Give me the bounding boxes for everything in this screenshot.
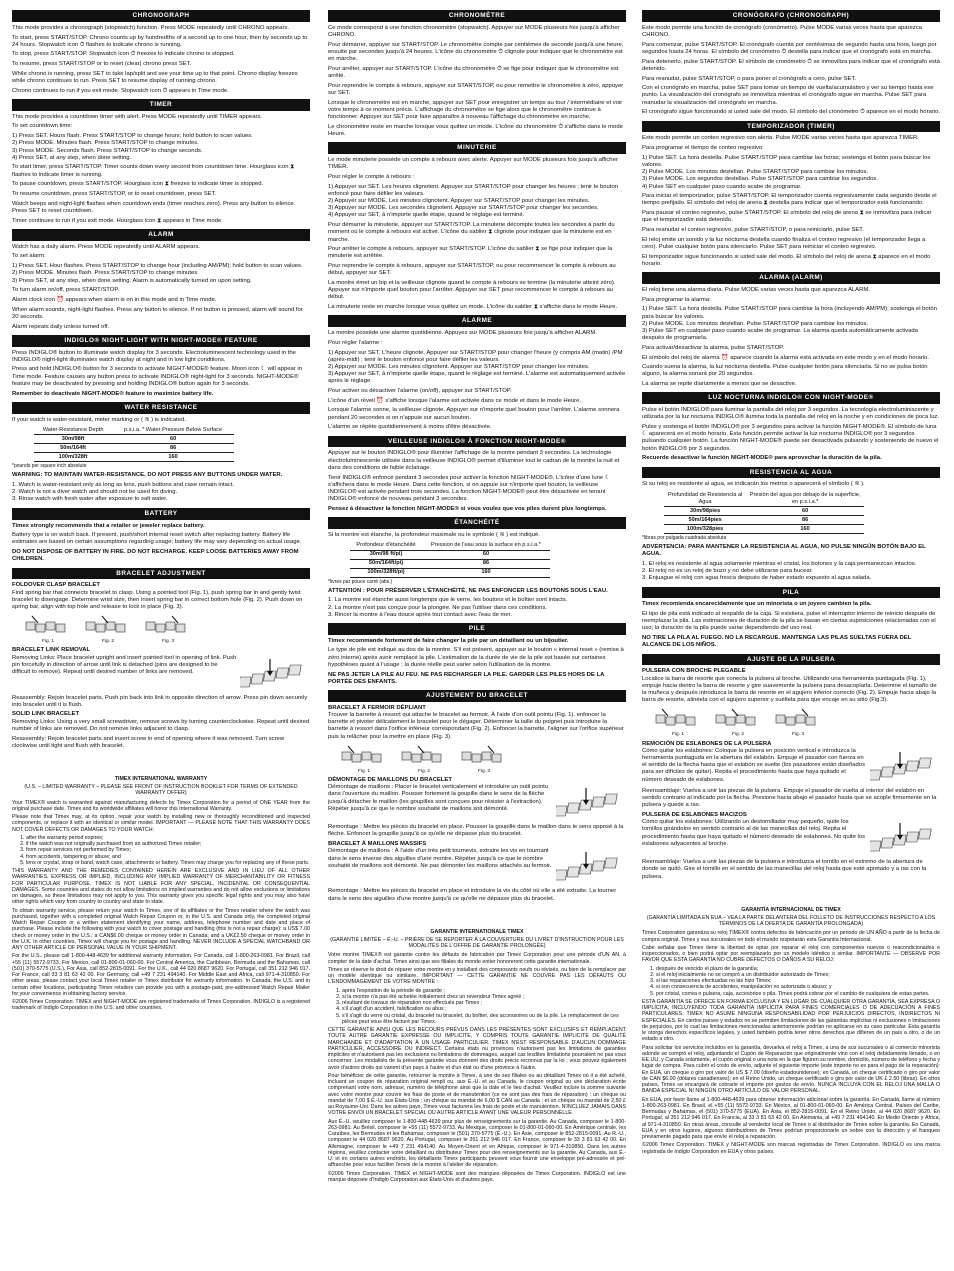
paragraph: Le mode minuterie possède un compte à rebours avec alerte. Appuyer sur MODE plusieurs fois jusqu'à afficher TIMER. xyxy=(328,156,618,171)
paragraph: Battery type is on watch back. If present, push/short internal reset switch after replacing battery. Battery life estimates are based on certain assumptions regarding usage; battery life may vary depending on actual usage. xyxy=(12,532,302,546)
list-item: 4. from accidents, tampering or abuse; and xyxy=(26,854,310,860)
list-item: 3. résultant de travaux de réparation non effectués par Timex ; xyxy=(342,1000,626,1006)
bold-paragraph: Pensez à désactiver la fonction NIGHT-MODE® si vous voulez que vos piles durent plus longtemps. xyxy=(328,505,607,512)
warranty-paragraph: Votre montre TIMEX® est garantie contre les défauts de fabrication par Timex Corporation pour une période d'UN AN, à compter de la date d'achat. Timex ainsi que ses filiales du monde entier honoreront cette garantie internationale. xyxy=(328,952,626,965)
paragraph: Press INDIGLO® button to illuminate watch display for 3 seconds. Electroluminescent technology used in the INDIGLO® night-light illuminates watch display at night and in low light conditions. xyxy=(12,349,296,363)
table-cell: 100m/328pies xyxy=(664,524,746,533)
paragraph: Reensamblaje: Vuelva a unir las piezas de la pulsera. Empuje el pasador de vuelta al interior del eslabón en sentido contrario al indicado por la flecha. Presione hacia abajo el pasador hasta que se acople firmemente en la pulsera y quede a ras. xyxy=(642,787,937,809)
section-header: AJUSTE DE LA PULSERA xyxy=(642,654,940,666)
list-item: 3. si las reparaciones efectuadas no las hizo Timex; xyxy=(656,978,940,984)
warranty-paragraph: Your TIMEX® watch is warranted against manufacturing defects by Timex Corporation for a period of ONE YEAR from the original purchase date. Timex and its worldwide affiliates will honor this International Warranty. xyxy=(12,799,310,812)
clasp-illustration-icon xyxy=(338,744,390,768)
bold-paragraph: Timex recomienda encarecidamente que un minorista o un joyero cambien la pila. xyxy=(642,601,872,608)
paragraph: 1) Press SET. Hour flashes. Press START/STOP to change hour (including AM/PM); hold button to scan values. 2) Press MODE. Minutes flash. Press START/STOP to change minutes. 3) Press SET, at any step, when done setting. Alarm is automatically turned on upon setting. xyxy=(12,263,303,284)
bracelet-link-icon xyxy=(556,784,626,824)
figure-caption: Fig. 3 xyxy=(792,732,804,738)
paragraph: Removing Links: Using a very small screwdriver, remove screws by turning counterclockwise. Repeat until desired number of links are removed. Do not remove links adjacent to clasp. xyxy=(12,718,310,732)
paragraph: 1) Appuyer sur SET. Les heures clignotent. Appuyer sur START/STOP pour changer les heures ; tenir le bouton enfoncé pour faire défiler les valeurs. 2) Appuyer sur MODE. Les minutes clignotent. Appuyer sur START/STOP pour changer les minutes. 3) Appuyer sur MODE. Les secondes clignotent. Appuyer sur START/STOP pour changer les secondes. 4) Appuyer sur SET, à n'importe quelle étape, quand le réglage est terminé. xyxy=(328,183,618,219)
paragraph: Lorsque le chronomètre est en marche, appuyer sur SET pour enregistrer un temps au tour / intermédiaire et voir votre temps à ce moment précis. L'affichage du chronomètre se fige alors que le chronomètre continue à fonctionner. Appuyer sur SET pour faire apparaître à nouveau l'affichage du chronomètre en marche. xyxy=(328,99,623,121)
table-header-cell: Pression de l'eau sous la surface en p.s.i.a.* xyxy=(422,542,550,551)
list-item: 2. si la montre n'a pas été achetée initialement chez un revendeur Timex agréé ; xyxy=(342,994,626,1000)
figure-caption: Fig. 3 xyxy=(478,768,490,774)
paragraph: Appuyer sur le bouton INDIGLO® pour illuminer l'affichage de la montre pendant 3 secondes. La technologie électroluminescente utilisée dans la veilleuse INDIGLO® permet d'illuminer tout le cadran de la montre la nuit et dans des conditions de faible éclairage. xyxy=(328,450,620,471)
table-footnote: *libras por pulgada cuadrada absoluta xyxy=(642,534,727,541)
table-header-cell: Profondeur d'étanchéité xyxy=(350,542,422,551)
section-header: ALARM xyxy=(12,229,310,241)
paragraph: Para reanudar, pulse START/STOP, o para poner el cronógrafo a cero, pulse SET. xyxy=(642,75,857,82)
section-header: TEMPORIZADOR (TIMER) xyxy=(642,121,940,133)
table-row xyxy=(34,444,234,453)
section-header: TIMER xyxy=(12,99,310,111)
warranty-paragraph: CETTE GARANTIE AINSI QUE LES RECOURS PRÉVUS DANS LES PRÉSENTES SONT EXCLUSIFS ET REMPLACENT TOUTE AUTRE GARANTIE EXPRESSE OU IMPLICITE, Y COMPRIS TOUTE GARANTIE IMPLICITE DE QUALITÉ MARCHANDE ET D'ADAPTATION À UN USAGE PARTICULIER. TIMEX N'EST RESPONSABLE D'AUCUN DOMMAGE PARTICULIER, ACCESSOIRE OU INDIRECT. Certains états ou provinces n'autorisent pas les limitations de garanties implicites et n'autorisent pas les exclusions ou limitations de dommages, auquel cas lesdites limitations pourraient ne pas vous concerner. Les modalités de la présente garantie vous donnent des droits précis reconnus par la loi ; vous pouvez également avoir d'autres droits qui varient d'un pays à l'autre et d'un état ou d'une province à l'autre. xyxy=(328,1027,626,1071)
section-header: PILA xyxy=(642,587,940,599)
paragraph: Pour arrêter, appuyer sur START/STOP. L'icône du chronomètre ⏱ se fige pour indiquer que le chronomètre est arrêté. xyxy=(328,65,619,80)
paragraph: Pour démarrer, appuyer sur START/STOP. Le chronomètre compte par centièmes de seconde jusqu'à une heure, ensuite par secondes jusqu'à 24 heures. L'icône du chronomètre ⏱ clignote pour indiquer que le chronomètre est en marche. xyxy=(328,41,624,63)
clasp-illustration-icon xyxy=(22,614,74,638)
clasp-illustration-icon xyxy=(458,744,510,768)
paragraph: Pour reprendre le compte à rebours, appuyer sur START/STOP, ou pour recommencer le compte à rebours au début, appuyer sur SET. xyxy=(328,263,616,277)
section-header: ALARME xyxy=(328,315,626,327)
table-footnote: *livres par pouce carré (abs.) xyxy=(328,578,393,585)
figure-caption: Fig. 3 xyxy=(162,639,174,645)
bold-paragraph: NE PAS JETER LA PILE AU FEU. NE PAS RECHARGER LA PILE. GARDER LES PILES HORS DE LA PORTÉE DES ENFANTS. xyxy=(328,671,605,685)
clasp-illustration-icon xyxy=(398,744,450,768)
paragraph: Pour régler l'alarme : xyxy=(328,339,383,346)
paragraph: Para activar/desactivar la alarma, pulse START/STOP. xyxy=(642,344,784,351)
warranty-exclusions-list xyxy=(328,988,626,1026)
bold-paragraph: DO NOT DISPOSE OF BATTERY IN FIRE. DO NOT RECHARGE. KEEP LOOSE BATTERIES AWAY FROM CHILDREN. xyxy=(12,549,299,563)
warranty-subtitle: (GARANTÍA LIMITADA EN EUA – VEA LA PARTE DELANTERA DEL FOLLETO DE INSTRUCCIONES RESPECTO A LOS TÉRMINOS DE LA OFERTA DE GARANTÍA PROLONGADA) xyxy=(646,914,936,928)
table-header-cell: Profundidad de Resistencia al Agua xyxy=(664,491,746,506)
section-header: WATER RESISTANCE xyxy=(12,402,310,414)
table-row xyxy=(350,550,550,559)
subheading: PULSERA DE ESLABONES MACIZOS xyxy=(642,811,747,818)
figure xyxy=(458,744,510,775)
paragraph: Démontage de maillons : À l'aide d'un très petit tournevis, extraire les vis en tournant dans le sens inverse des aiguilles d'une montre. Répéter jusqu'à ce que le nombre souhaité de maillons soit démonté. Ne pas démonter les maillons attachés au fermoir. xyxy=(328,848,552,869)
table-cell: 50m/164ft xyxy=(34,444,112,453)
table-row xyxy=(664,506,864,515)
list-item: 5. lens or crystal, strap or band, watch case, attachments or battery. Timex may charge you for replacing any of these parts. xyxy=(26,860,310,866)
table-header-row xyxy=(350,542,550,551)
paragraph: Para reanudar el conteo regresivo, pulse START/STOP, o para reiniciarlo, pulse SET. xyxy=(642,227,864,234)
section-header: VEILLEUSE INDIGLO® À FONCTION NIGHT-MODE® xyxy=(328,436,626,448)
paragraph: Con el cronógrafo en marcha, pulse SET para tomar un tiempo de vuelta/acumulativo y ver su tiempo hasta ese punto. La visualización del cronógrafo se inmoviliza mientras el cronógrafo sigue en marcha. Pulse SET para reanudar la visualización del cronógrafo en marcha. xyxy=(642,85,934,106)
paragraph: To stop, press START/STOP. Stopwatch icon ⏱ freezes to indicate chrono is stopped. xyxy=(12,51,235,58)
table-cell: 160 xyxy=(422,568,550,577)
paragraph: To set alarm: xyxy=(12,253,46,260)
warranty-paragraph: ESTA GARANTÍA SE OFRECE EN FORMA EXCLUSIVA Y EN LUGAR DE CUALQUIER OTRA GARANTÍA, SEA EXPRESA O IMPLÍCITA, INCLUYENDO TODA GARANTÍA IMPLÍCITA PARA FINES COMERCIALES O DE ADECUACIÓN A FINES PARTICULARES. TIMEX NO ASUME NINGUNA RESPONSABILIDAD POR PERJUICIOS DIRECTOS, INDIRECTOS NI ESPECIALES. En ciertos países y estados no se permiten limitaciones de las garantías implícitas ni exclusiones o limitaciones de perjuicios, por lo cual las limitaciones mencionadas anteriormente podrían no aplicarse en su caso particular. Esta garantía le otorga derechos específicos legales, y usted también podría tener otros derechos que difieren de un país a otro, o de un estado a otro. xyxy=(642,998,940,1043)
paragraph: Pour démarrer la minuterie, appuyer sur START/STOP. La minuterie décompte toutes les secondes à partir du moment où le compte à rebours est activé. L'icône du sablier ⧗ clignote pour indiquer que la minuterie est en marche. xyxy=(328,222,615,243)
paragraph: Para programar el tiempo de conteo regresivo: xyxy=(642,145,764,152)
paragraph: While chrono is running, press SET to take lap/split and see your time up to that point. Chrono display freezes while chrono continues to run. Press SET to resume display of running chrono. xyxy=(12,70,298,85)
figure-caption: Fig. 2 xyxy=(102,639,114,645)
paragraph: To resume, press START/STOP or to reset (clear) chrono press SET. xyxy=(12,61,192,68)
warranty-exclusions-list xyxy=(642,966,940,997)
paragraph: Pour arrêter le compte à rebours, appuyer sur START/STOP. L'icône du sablier ⧗ se fige pour indiquer que la minuterie est arrêtée. xyxy=(328,246,613,260)
paragraph: 1. El reloj es resistente al agua solamente mientras el cristal, los botones y la caja permanezcan intactos. 2. El reloj no es un reloj de buzo y no debe utilizarse para bucear. 3. Enjuague el reloj con agua fresca después de haber estado expuesto al agua salada. xyxy=(642,560,917,582)
clasp-illustration-icon xyxy=(142,614,194,638)
paragraph: 1) Pulse SET. La hora destella. Pulse START/STOP para cambiar las horas; sostenga el botón para buscar los valores. 2) Pulse MODE. Los minutos destellan. Pulse START/STOP para cambiar los minutos. 3) Pulse MODE. Los segundos destellan. Pulse START/STOP para cambiar los segundos. 4) Pulse SET en cualquier paso cuando acabe de programar. xyxy=(642,154,931,190)
paragraph: El reloj tiene una alarma diaria. Pulse MODE varias veces hasta que aparezca ALARM. xyxy=(642,286,870,293)
warranty-paragraph: ©2006 Timex Corporation. TIMEX et NIGHT-MODE sont des marques déposées de Timex Corporation. INDIGLO est une marque déposée d'Indiglo Corporation aux États-Unis et d'autres pays. xyxy=(328,1170,626,1183)
water-resistance-table xyxy=(34,426,234,462)
list-item: 1. après l'expiration de la période de garantie ; xyxy=(342,988,626,994)
paragraph: Lorsque l'alarme sonne, la veilleuse clignote. Appuyer sur n'importe quel bouton pour l'arrêter. L'alarme sonnera pendant 20 secondes si on n'appuie sur aucun bouton. xyxy=(328,407,620,421)
paragraph: Cuando suena la alarma, la luz nocturna destella. Pulse cualquier botón para silenciarla. Si no se pulsa botón alguno, la alarma sonará por 20 segundos. xyxy=(642,364,928,378)
figure xyxy=(142,614,194,645)
paragraph: To start timer, press START/STOP. Timer counts down every second from countdown time. Hourglass icon ⧗ flashes to indicate timer is running. xyxy=(12,164,295,178)
subheading: PULSERA CON BROCHE PLEGABLE xyxy=(642,668,746,675)
paragraph: Press and hold INDIGLO® button for 3 seconds to activate NIGHT-MODE® feature. Moon icon ☾ will appear in Time mode. Feature causes any button press to activate INDIGLO® night-light for 3 seconds. NIGHT-MODE® feature may be deactivated by pressing and holding INDIGLO® button again for 3 seconds. xyxy=(12,366,302,387)
paragraph: 1) Press SET. Hours flash. Press START/STOP to change hours; hold button to scan values. 2) Press MODE. Minutes flash. Press START/STOP to change minutes. 3) Press MODE. Seconds flash. Press START/STOP to change seconds. 4) Press SET, at any step, when done setting. xyxy=(12,133,253,161)
warranty-title: GARANTÍA INTERNACIONAL DE TIMEX xyxy=(741,906,841,913)
table-row xyxy=(350,559,550,568)
table-cell: 30m/98pies xyxy=(664,506,746,515)
text-with-figure xyxy=(328,784,626,824)
clasp-illustration-icon xyxy=(712,707,764,731)
paragraph: Si su reloj es resistente al agua, se indicarán los metros o aparecerá el símbolo ( ≋ ). xyxy=(642,481,865,488)
bold-paragraph: WARNING: TO MAINTAIN WATER-RESISTANCE, DO NOT PRESS ANY BUTTONS UNDER WATER. xyxy=(12,472,283,479)
subheading: DÉMONTAGE DE MAILLONS DU BRACELET xyxy=(328,777,452,783)
table-header-cell: Presión del agua por debajo de la superficie, en p.s.i.a.* xyxy=(746,491,864,506)
table-cell: 60 xyxy=(746,506,864,515)
figure-row xyxy=(22,614,310,645)
table-row xyxy=(664,515,864,524)
warranty-section xyxy=(328,929,626,1184)
section-header: ÉTANCHÉITÉ xyxy=(328,517,626,529)
list-item: 5. s'il s'agit du verre ou cristal, du bracelet ou bracelet, du boîtier, des accessoires ou de la pile. Le remplacement de ces pièces peut vous être facturé par Timex. xyxy=(342,1013,626,1026)
warranty-paragraph: Timex se réserve le droit de réparer votre montre en y installant des composants neufs ou révisés, ou bien de la remplacer par un modèle identique ou similaire. IMPORTANT — CETTE GARANTIE NE COUVRE PAS LES DÉFAUTS OU L'ENDOMMAGEMENT DE VOTRE MONTRE : xyxy=(328,966,626,986)
figure xyxy=(338,744,390,775)
warranty-paragraph: Aux É.-U. veuillez composer le 1-800-448-4639 pour plus de renseignements sur la garantie. Au Canada, composer le 1-800-263-0981. Au Brésil, composer le +55 (11) 5572-9733. Au Mexique, composer le 01-800-01-060-00. En Amérique centrale, les Caraïbes, les Bermudes et les Bahamas, composer le (501) 370-5775 (É.-U.). En Asie, composer le 852-2815-0091. Au R.-U., composer le 44 020 8687 9620. Au Portugal, composer le 351 212 946 017. En France, composer le 33 3 81 63 42 00. En Allemagne, composer le +49 7 231 494140. Au Moyen-Orient et en Afrique, composer le 971-4-310850. Dans les autres régions, veuillez contacter votre détaillant ou distributeur Timex pour des renseignements sur la garantie. Au Canada, aux É.-U. et en certains autres endroits, les détaillants Timex participants peuvent vous fournir une enveloppe pré-adressée et pré-affranchie pour vous faciliter l'envoi de la montre à l'atelier de réparation. xyxy=(328,1118,626,1169)
list-item: 4. si son consecuencia de accidentes, manipulación no autorizada o abuso; y xyxy=(656,984,940,990)
table-cell: 160 xyxy=(112,453,234,462)
text-with-figure xyxy=(642,748,940,788)
paragraph: Cómo quitar los eslabones: Coloque la pulsera en posición vertical e introduzca la herramienta puntiaguda en la abertura del eslabón. Empuje el pasador con fuerza en el sentido de la flecha hasta que el eslabón se suelte (los pasadores están diseñados para ser difíciles de quitar). Repita el procedimiento hasta que haya quitado el número deseado de eslabones. xyxy=(642,747,866,783)
section-header: ALARMA (ALARM) xyxy=(642,272,940,284)
paragraph: Localice la barra de resorte que conecta la pulsera al broche. Utilizando una herramienta puntiaguda (Fig. 1), empuje hacia dentro la barra de resorte y gire suavemente la pulsera para desacoplarla. Determine el tamaño de la muñeca y después introduzca la barra de resorte en el agujero inferior correcto (Fig. 2). Empuje hacia abajo la barra de resorte, alinéela con el agujero superior y suéltela para que encaje en su sitio (Fig.3). xyxy=(642,675,937,704)
table-header-row xyxy=(664,491,864,506)
bold-paragraph: Remember to deactivate NIGHT-MODE® feature to maximize battery life. xyxy=(12,390,214,397)
paragraph: When alarm sounds, night-light flashes. Press any button to silence. If no button is pressed, alarm will sound for 20 seconds. xyxy=(12,306,303,320)
paragraph: To pause countdown, press START/STOP. Hourglass icon ⧗ freezes to indicate timer is stopped. xyxy=(12,181,264,188)
paragraph: Para detenerlo, pulse START/STOP. El símbolo de cronómetro ⏱ se inmoviliza para indicar que el cronógrafo está detenido. xyxy=(642,58,940,72)
paragraph: Alarm repeats daily unless turned off. xyxy=(12,323,110,330)
clasp-illustration-icon xyxy=(82,614,134,638)
section-header: MINUTERIE xyxy=(328,142,626,154)
section-header: PILE xyxy=(328,623,626,635)
bold-paragraph: Timex strongly recommends that a retailer or jeweler replace battery. xyxy=(12,522,205,529)
subheading: SOLID LINK BRACELET xyxy=(12,711,80,718)
paragraph: Pour activer ou désactiver l'alarme (on/off), appuyer sur START/STOP. xyxy=(328,388,512,395)
figure-caption: Fig. 1 xyxy=(672,732,684,738)
table-cell: 100m/328ft/pi) xyxy=(350,568,422,577)
warranty-title: TIMEX INTERNATIONAL WARRANTY xyxy=(114,775,208,782)
table-footnote: *pounds per square inch absolute xyxy=(12,463,87,470)
subheading: REMOCIÓN DE ESLABONES DE LA PULSERA xyxy=(642,740,772,747)
table-cell: 86 xyxy=(422,559,550,568)
paragraph: Para pausar el conteo regresivo, pulse START/STOP. El símbolo del reloj de arena ⧗ se inmoviliza para indicar que el temporizador está detenido. xyxy=(642,210,932,224)
paragraph: To turn alarm on/off, press START/STOP. xyxy=(12,287,120,294)
warranty-subtitle: (U.S. – LIMITED WARRANTY – PLEASE SEE FRONT OF INSTRUCTION BOOKLET FOR TERMS OF EXTENDED WARRANTY OFFER) xyxy=(24,784,298,797)
paragraph: La montre émet un bip et la veilleuse clignote quand le compte à rebours se termine (la minuterie atteint zéro). Appuyer sur n'importe quel bouton pour l'arrêter. Appuyer sur SET pour recommencer le compte à rebours au début. xyxy=(328,280,616,301)
paragraph: La montre possède une alarme quotidienne. Appuyez sur MODE plusieurs fois jusqu'à afficher ALARM. xyxy=(328,330,597,337)
warranty-paragraph: THIS WARRANTY AND THE REMEDIES CONTAINED HEREIN ARE EXCLUSIVE AND IN LIEU OF ALL OTHER WARRANTIES, EXPRESS OR IMPLIED, INCLUDING ANY IMPLIED WARRANTY OF MERCHANTABILITY OR FITNESS FOR PARTICULAR PURPOSE. TIMEX IS NOT LIABLE FOR ANY SPECIAL, INCIDENTAL OR CONSEQUENTIAL DAMAGES. Some countries and states do not allow limitations on implied warranties and do not allow exclusions or limitations on damages, so these limitations may not apply to you. This warranty gives you specific legal rights and you may also have other rights which vary from country to country and state to state. xyxy=(12,868,310,906)
table-row xyxy=(34,453,234,462)
paragraph: Para programar la alarma: xyxy=(642,296,711,303)
list-item: 4. s'il s'agit d'un accident, falsification ou abus ; xyxy=(342,1006,626,1012)
list-item: 3. from repair services not performed by Timex; xyxy=(26,847,310,853)
column-english xyxy=(12,10,310,1262)
section-header: BRACELET ADJUSTMENT xyxy=(12,568,310,580)
paragraph: Le chronomètre reste en marche lorsque vous quittez un mode. L'icône du chronomètre ⏱ s'affiche dans le mode Heure. xyxy=(328,123,623,137)
paragraph: La alarma se repite diariamente a menos que se desactive. xyxy=(642,381,797,388)
paragraph: This mode provides a chronograph (stopwatch) function. Press MODE repeatedly until CHRONO appears. xyxy=(12,24,289,31)
figure xyxy=(652,707,704,738)
table-cell: 160 xyxy=(746,524,864,533)
table-row xyxy=(350,568,550,577)
text-with-figure xyxy=(642,819,940,859)
section-header: AJUSTEMENT DU BRACELET xyxy=(328,690,626,702)
warranty-paragraph: En EUA, por favor llame al 1-800-448-4639 para obtener información adicional sobre la garantía. En Canadá, llame al número 1-800-263-0981. En Brasil, el +55 (11) 5572-9733. En México, al 01-800-01-060-00. En América Central, Países del Caribe, Bermudas y Bahamas, el (501) 370-5775 (EUA). En Asia, el 852-2815-0091. En el Reino Unido, al 44 020 8687 9620. En Portugal, al 351 212 946 017. En Francia, al 33 3 81 63 42 00. En Alemania, al +49 7 231 494140. En Medio Oriente y África, al 971-4-310850. En otras áreas, consulte al vendedor local de Timex o al distribuidor de Timex sobre la garantía. En Canadá, EUA y en otros lugares, algunos distribuidores de Timex podrían proporcionarle un sobre con la dirección y el franqueo previamente pagado para que envíe el reloj a reparación. xyxy=(642,1096,940,1141)
bold-paragraph: Timex recommande fortement de faire changer la pile par un détaillant ou un bijoutier. xyxy=(328,637,569,644)
paragraph: El tipo de pila está indicado al respaldo de la caja. Si existiera, pulse el interruptor interno de reinicio después de reemplazar la pila. Las estimaciones de duración de la pila se basan en ciertas suposiciones relacionadas con el uso; la duración de la pila puede variar dependiendo del uso real. xyxy=(642,611,936,632)
paragraph: Pulse el botón INDIGLO® para iluminar la pantalla del reloj por 3 segundos. La tecnología electroluminiscente y utilizada por la luz nocturna INDIGLO® ilumina toda la pantalla del reloj en la noche y en condiciones de poca luz. xyxy=(642,407,940,421)
table-cell: 60 xyxy=(112,435,234,444)
paragraph: Démontage de maillons : Placer le bracelet verticalement et introduire un outil pointu dans l'ouverture du maillon. Pousser fortement la goupille dans le sens de la flèche jusqu'à détacher le maillon (les goupilles sont conçues pour résister à l'extraction). Répéter jusqu'à ce que le nombre souhaité de maillons soit démonté. xyxy=(328,784,549,812)
paragraph: Tenir INDIGLO® enfoncé pendant 3 secondes pour activer la fonction NIGHT-MODE®. L'icône d'une lune ☾ s'affichera dans le mode Heure. Dans cette fonction, si on appuie sur n'importe quel bouton, la veilleuse INDIGLO® est activée pendant trois secondes. La fonction NIGHT-MODE® peut être désactivée en tenant INDIGLO® enfoncé de nouveau pendant 3 secondes. xyxy=(328,474,611,503)
warranty-paragraph: For the U.S., please call 1-800-448-4639 for additional warranty information. For Canada, call 1-800-263-0981. For Brazil, call +55 (11) 5572-9733. For Mexico, call 01-800-01-060-00. For Central America, the Caribbean, Bermuda and the Bahamas, call (501) 370-5775 (U.S.). For Asia, call 852-2815-0091. For the U.K., call 44 020 8687 9620. For Portugal, call 351 212 946 017. For France, call 33 3 81 63 42 00. For Germany, call +49 7 231 494140. For Middle East and Africa, call 971-4-310850. For other areas, please contact your local Timex retailer or Timex distributor for warranty information. In Canada, the U.S. and in certain other locations, participating Timex retailers can provide you with a postage-paid, pre-addressed Watch Repair Mailer for your convenience in obtaining factory service. xyxy=(12,953,310,997)
section-header: RESISTENCIA AL AGUA xyxy=(642,467,940,479)
table-cell: 50m/164pies xyxy=(664,515,746,524)
paragraph: 1) Pulse SET. La hora destella. Pulse START/STOP para cambiar la hora (incluyendo AM/PM); sostenga el botón para buscar los valores. 2) Pulse MODE. Los minutos destellan. Pulse START/STOP para cambiar los minutos. 3) Pulse SET en cualquier paso cuando acabe de programar. La alarma queda automáticamente activada después de programarla. xyxy=(642,306,937,342)
figure-caption: Fig. 1 xyxy=(42,639,54,645)
table-cell: 50m/164ft/pi) xyxy=(350,559,422,568)
column-french xyxy=(328,10,626,1262)
figure-row xyxy=(338,744,626,775)
subheading: BRACELET À MAILLONS MASSIFS xyxy=(328,841,427,848)
paragraph: Reassembly: Rejoin bracelet parts and insert screw in end of opening where it was removed. Turn screw clockwise until tight and flush with bracelet. xyxy=(12,735,285,749)
warranty-subtitle: (GARANTIE LIMITÉE – É.-U. – PRIÈRE DE SE REPORTER À LA COUVERTURE DU LIVRET D'INSTRUCTION POUR LES MODALITÉS DE L'OFFRE DE GARANTIE PROLONGÉE) xyxy=(330,936,624,950)
paragraph: Pour régler le compte à rebours : xyxy=(328,173,415,180)
bracelet-link-icon xyxy=(870,819,940,859)
paragraph: Para iniciar el temporizador, pulse START/STOP. El temporizador cuenta regresivamente cada segundo desde el tiempo prefijado. El símbolo del reloj de arena ⧗ destella para indicar que el temporizador está funcionando. xyxy=(642,193,937,207)
bold-paragraph: Recuerde desactivar la función NIGHT-MODE® para aprovechar la duración de la pila. xyxy=(642,455,882,462)
paragraph: Chrono continues to run if you exit mode. Stopwatch icon ⏱ appears in Time mode. xyxy=(12,87,229,94)
bold-paragraph: ADVERTENCIA: PARA MANTENER LA RESISTENCIA AL AGUA, NO PULSE NINGÚN BOTÓN BAJO EL AGUA. xyxy=(642,544,926,558)
figure xyxy=(22,614,74,645)
section-header: INDIGLO® NIGHT-LIGHT WITH NIGHT-MODE® FEATURE xyxy=(12,335,310,347)
section-header: LUZ NOCTURNA INDIGLO® CON NIGHT-MODE® xyxy=(642,392,940,404)
paragraph: To resume countdown, press START/STOP, or to reset countdown, press SET. xyxy=(12,191,217,198)
bold-paragraph: ATTENTION : POUR PRÉSERVER L'ÉTANCHÉITÉ, NE PAS ENFONCER LES BOUTONS SOUS L'EAU. xyxy=(328,587,608,594)
paragraph: 1) Appuyer sur SET. L'heure clignote. Appuyer sur START/STOP pour changer l'heure (y compris AM (matin) /PM (après-midi) ; tenir le bouton enfoncé pour faire défiler les valeurs. 2) Appuyer sur MODE. Les minutes clignotent. Appuyer sur START/STOP pour changer les minutes. 3) Appuyer sur SET, à n'importe quelle étape, quand le réglage est terminé. L'alarme est automatiquement activée après le réglage. xyxy=(328,349,626,385)
paragraph: This mode provides a countdown timer with alert. Press MODE repeatedly until TIMER appears. xyxy=(12,113,263,120)
paragraph: If your watch is water-resistant, meter marking or ( ≋ ) is indicated. xyxy=(12,416,186,423)
list-item: 1. después de vencido el plazo de la garantía; xyxy=(656,966,940,972)
warranty-title: GARANTIE INTERNATIONALE TIMEX xyxy=(430,928,524,935)
paragraph: L'icône d'un réveil ⏰ s'affiche lorsque l'alarme est activée dans ce mode et dans le mode Heure. xyxy=(328,397,582,404)
section-header: BATTERY xyxy=(12,508,310,520)
subheading: BRACELET LINK REMOVAL xyxy=(12,647,91,654)
figure xyxy=(398,744,450,775)
paragraph: Cómo quitar los eslabones: Utilizando un destornillador muy pequeño, quite los tornillos girándolos en sentido contrario al de las manecillas del reloj. Repita el procedimiento hasta que haya quitado el número deseado de eslabones. No quite los eslabones adyacentes al broche. xyxy=(642,819,866,847)
table-cell: 100m/328ft xyxy=(34,453,112,462)
text-with-figure xyxy=(328,848,626,888)
figure xyxy=(772,707,824,738)
paragraph: Find spring bar that connects bracelet to clasp. Using a pointed tool (Fig. 1), push spring bar in and gently twist bracelet to disengage. Determine wrist size, then insert spring bar in correct bottom hole (Fig. 2). Push down on spring bar, align with top hole and release to lock in place (Fig. 3). xyxy=(12,589,303,610)
paragraph: To set countdown time: xyxy=(12,123,73,130)
figure-caption: Fig. 1 xyxy=(358,768,370,774)
table-row xyxy=(664,524,864,533)
paragraph: Pour reprendre le compte à rebours, appuyer sur START/STOP, ou pour remettre le chronomètre à zéro, appuyer sur SET. xyxy=(328,82,624,96)
bracelet-link-icon xyxy=(556,848,626,888)
table-cell: 30m/98 ft/pi) xyxy=(350,550,422,559)
warranty-paragraph: ©2006 Timex Corporation. TIMEX y NIGHT-MODE son marcas registradas de Timex Corporation. INDIGLO es una marca registrada de Indiglo Corporation en EUA y otros países. xyxy=(642,1142,940,1155)
paragraph: To start, press START/STOP. Chrono counts up by hundredths of a second up to one hour, then by seconds up to 24 hours. Stopwatch icon ⏱ flashes to indicate chrono is running. xyxy=(12,34,308,48)
section-header: CRONÓGRAFO (CHRONOGRAPH) xyxy=(642,10,940,22)
paragraph: Reassembly: Rejoin bracelet parts. Push pin back into link in opposite direction of arrow. Press pin down securely into bracelet until it is flush. xyxy=(12,694,308,708)
table-header-cell: p.s.i.a. * Water Pressure Below Surface xyxy=(112,426,234,435)
paragraph: Este modo permite una función de cronógrafo (cronómetro). Pulse MODE varias veces hasta que aparezca CHRONO. xyxy=(642,24,922,39)
paragraph: El símbolo del reloj de alarma ⏰ aparece cuando la alarma está activada en este modo y en el modo horario. xyxy=(642,354,929,361)
figure-row xyxy=(652,707,940,738)
paragraph: Watch beeps and night-light flashes when countdown ends (timer reaches zero). Press any button to silence. Press SET to reset countdown. xyxy=(12,200,296,214)
bold-paragraph: NO TIRE LA PILA AL FUEGO. NO LA RECARGUE. MANTENGA LAS PILAS SUELTAS FUERA DEL ALCANCE DE LOS NIÑOS. xyxy=(642,635,912,649)
table-cell: 30m/98ft xyxy=(34,435,112,444)
paragraph: El temporizador sigue funcionando si usted sale del modo. El símbolo del reloj de arena ⧗ aparece en el modo horario. xyxy=(642,253,931,267)
paragraph: Pulse y sostenga el botón INDIGLO® por 3 segundos para activar la función NIGHT-MODE®. El símbolo de luna ☾ aparecerá en el modo horario. Esta función permite activar la luz nocturna INDIGLO® por 3 segundos pulsando cualquier botón. La función NIGHT-MODE® puede ser desactivada pulsando y sosteniendo de nuevo el botón INDIGLO® por 3 segundos. xyxy=(642,424,939,452)
table-cell: 60 xyxy=(422,550,550,559)
list-item: 2. si el reloj inicialmente no se compró a un distribuidor autorizado de Timex; xyxy=(656,972,940,978)
paragraph: El cronógrafo sigue funcionando si usted sale del modo. El símbolo del cronómetro ⏱ aparece en el modo horario. xyxy=(642,109,940,116)
warranty-section xyxy=(12,776,310,1012)
paragraph: Removing Links: Place bracelet upright and insert pointed tool in opening of link. Push pin forcefully in direction of arrow until link is detached (pins are designed to be difficult to remove). Repeat until desired number of links are removed. xyxy=(12,654,237,675)
paragraph: La minuterie reste en marche lorsque vous quittez un mode. L'icône du sablier ⧗ s'affiche dans le mode Heure. xyxy=(328,304,618,311)
subheading: BRACELET À FERMOIR DÉPLIANT xyxy=(328,704,426,711)
clasp-illustration-icon xyxy=(652,707,704,731)
paragraph: L'alarme se répète quotidiennement à moins d'être désactivée. xyxy=(328,424,492,431)
table-cell: 86 xyxy=(746,515,864,524)
paragraph: Ce mode correspond à une fonction chronomètre (stopwatch). Appuyer sur MODE plusieurs fois jusqu'à afficher CHRONO. xyxy=(328,24,620,39)
table-cell: 86 xyxy=(112,444,234,453)
paragraph: Remontage : Mettre les pièces du bracelet en place. Pousser la goupille dans le maillon dans le sens opposé à la flèche. Enfoncer la goupille jusqu'à ce qu'elle ne dépasse plus du bracelet. xyxy=(328,824,624,838)
paragraph: Alarm clock icon ⏰ appears when alarm is on in this mode and in Time mode. xyxy=(12,296,217,303)
paragraph: Watch has a daily alarm. Press MODE repeatedly until ALARM appears. xyxy=(12,243,201,250)
bracelet-link-icon xyxy=(870,748,940,788)
list-item: 1. after the warranty period expires; xyxy=(26,835,310,841)
section-header: CHRONOGRAPH xyxy=(12,10,310,22)
paragraph: Reensamblaje: Vuelva a unir las piezas de la pulsera e introduzca el tornillo en el extremo de la abertura de donde se quitó. Gire el tornillo en el sentido de las manecillas del reloj hasta que esté apretado y a ras con la pulsera. xyxy=(642,859,927,880)
list-item: 2. if the watch was not originally purchased from an authorized Timex retailer; xyxy=(26,841,310,847)
subheading: FOLDOVER CLASP BRACELET xyxy=(12,582,100,589)
paragraph: Para comenzar, pulse START/STOP. El cronógrafo cuenta por centésimas de segundo hasta una hora, luego por segundos hasta 24 horas. El símbolo del cronómetro ⏱ destella para indicar que el cronógrafo está en marcha. xyxy=(642,41,937,55)
text-with-figure xyxy=(12,655,310,695)
water-resistance-table xyxy=(350,542,550,578)
paragraph: 1. Watch is water-resistant only as long as lens, push buttons and case remain intact. 2. Watch is not a diver watch and should not be used for diving. 3. Rinse watch with fresh water after exposure to salt water. xyxy=(12,482,235,503)
paragraph: Remontage : Mettre les pièces du bracelet en place et introduire la vis du côté où elle a été extraite. La tourner dans le sens des aiguilles d'une montre jusqu'à ce qu'elle ne dépasse plus du bracelet. xyxy=(328,888,617,902)
warranty-paragraph: To obtain warranty service, please return your watch to Timex, one of its affiliates or the Timex retailer where the watch was purchased, together with a completed original Watch Repair Coupon or, in the U.S. and Canada only, the completed original Watch Repair Coupon or a written statement identifying your name, address, telephone number and date and place of purchase. Please include the following with your watch to cover postage and handling (this is not a repair charge): a US$ 7.00 check or money order in the U.S.; a CAN$6.00 cheque or money order in Canada; and a UK£2.50 cheque or money order in the U.K. In other countries, Timex will charge you for postage and handling. NEVER INCLUDE A SPECIAL WATCHBAND OR ANY OTHER ARTICLE OF PERSONAL VALUE IN YOUR SHIPMENT. xyxy=(12,907,310,952)
bracelet-link-icon xyxy=(240,655,310,695)
paragraph: Este modo permite un conteo regresivo con alerta. Pulse MODE varias veces hasta que aparezca TIMER. xyxy=(642,135,919,142)
paragraph: 1. La montre est étanche aussi longtemps que le verre, les boutons et le boîtier sont intacts. 2. La montre n'est pas conçue pour la plongée. Ne pas l'utiliser dans ces conditions. 3. Rincer la montre à l'eau douce après tout contact avec l'eau de mer. xyxy=(328,597,568,618)
table-header-row xyxy=(34,426,234,435)
list-item: 5. por cristal, correa o pulsera, caja, accesorios o pila. Timex podrá cobrar por el cambio de cualquiera de estas partes. xyxy=(656,991,940,997)
figure xyxy=(712,707,764,738)
warranty-paragraph: Please note that Timex may, at its option, repair your watch by installing new or thoroughly reconditioned and inspected components, or replace it with an identical or similar model. IMPORTANT — PLEASE NOTE THAT THIS WARRANTY DOES NOT COVER DEFECTS OR DAMAGES TO YOUR WATCH: xyxy=(12,814,310,833)
warranty-paragraph: Para solicitar los servicios incluidos en la garantía, devuelva el reloj a Timex, a una de sus sucursales o al comercio minorista adonde se compró el reloj, adjuntando el Cupón de Reparación que originalmente vino con el reloj debidamente llenado, o en EE.UU. y Canada solamente, el cupón original o una nota en la que figuren su nombre, domicilio, número de teléfono y fecha y lugar de compra. Para cubrir el costo de envío, adjunte el siguiente importe (este importe no es para el pago de la reparación): En EUA, un cheque o giro por valor de US $ 7.00 (diseño estadounidense); en Canadá, un cheque certificado o giro por valor de CAN $6.00 (dólares canadienses); en el Reino Unido, un cheque certificado o giro por valor de UK £ 2.50 (libras). En otros países, Timex se encargará de cobrarle el importe por gastos de envío. NUNCA INCLUYA CON EL RELOJ UNA MALLA O BANDA ESPECIAL NI NINGÚN OTRO ARTÍCULO DE VALOR PERSONAL. xyxy=(642,1044,940,1095)
figure-caption: Fig. 2 xyxy=(732,732,744,738)
section-header: CHRONOMÈTRE xyxy=(328,10,626,22)
table-header-cell: Water-Resistance Depth xyxy=(34,426,112,435)
figure-caption: Fig. 2 xyxy=(418,768,430,774)
warranty-paragraph: ©2006 Timex Corporation. TIMEX and NIGHT-MODE are registered trademarks of Timex Corporation. INDIGLO is a registered trademark of Indiglo Corporation in the U.S. and other countries. xyxy=(12,999,310,1012)
figure xyxy=(82,614,134,645)
table-row xyxy=(34,435,234,444)
paragraph: Si la montre est étanche, la profondeur maximale ou le symbole ( ≋ ) est indiqué. xyxy=(328,531,540,538)
clasp-illustration-icon xyxy=(772,707,824,731)
warranty-paragraph: Timex Corporation garantiza su reloj TIMEX® contra defectos de fabricación por un periodo de UN AÑO a partir de la fecha de compra original. Timex y sus sucursales en todo el mundo respetarán esta Garantía Internacional. xyxy=(642,930,940,943)
paragraph: Trouver la barrette à ressort qui attache le bracelet au fermoir. À l'aide d'un outil pointu (Fig. 1), enfoncer la barrette et pivoter délicatement le bracelet pour le dégager. Déterminer la taille du poignet puis introduire la barrette à ressort dans l'orifice inférieur correspondant (Fig. 2). Enfoncer la barrette, l'aligner sur l'orifice supérieur puis la relâcher pour la mettre en place (Fig. 3). xyxy=(328,711,624,740)
warranty-exclusions-list xyxy=(12,835,310,866)
paragraph: Timer continues to run if you exit mode. Hourglass icon ⧗ appears in Time mode. xyxy=(12,217,223,224)
paragraph: Le type de pile est indiqué au dos de la montre. S'il est présent, appuyer sur le bouton « internal reset » (remise à zéro interne) après avoir remplacé la pile. L'estimation de la durée de vie de la pile est basée sur certaines hypothèses quant à l'usage ; la durée réelle peut varier selon l'utilisation de la montre. xyxy=(328,647,624,668)
warranty-paragraph: Pour bénéficier de cette garantie, retourner la montre à Timex, à une de ses filiales ou au détaillant Timex où il a été acheté, incluant un coupon de réparation original rempli ou, aux É.-U. et au Canada, le coupon original ou une déclaration écrite comprenant votre nom, adresse, numéro de téléphone ainsi que la date et le lieu d'achat. Veuillez inclure la somme suivante avec votre montre pour couvrir les frais de poste et de manutention (ce ne sont pas des frais de réparation) : un chèque ou mandat de 7,00 $ É.-U. aux États-Unis ; un chèque ou mandat de 6,00 $ CAN au Canada ; et un chèque ou mandat de 2,50 £ au Royaume-Uni. Dans les autres pays, Timex vous facturera les frais de poste et de manutention. N'INCLUEZ JAMAIS DANS VOTRE ENVOI UN BRACELET SPÉCIAL OU AUTRE ARTICLE AYANT UNE VALEUR PERSONNELLE. xyxy=(328,1072,626,1117)
paragraph: El reloj emite un sonido y la luz nocturna destella cuando finaliza el conteo regresivo (el temporizador llega a cero). Pulse cualquier botón para silenciarlo. Pulse SET para reiniciar el conteo regresivo. xyxy=(642,236,926,250)
warranty-section xyxy=(642,907,940,1155)
warranty-paragraph: Cabe señalar que Timex tiene la libertad de optar por reparar el reloj con componentes nuevos o reacondicionados e inspeccionados, o bien podrá optar por reemplazarlo por un modelo idéntico o similar. IMPORTANTE — OBSERVE POR FAVOR QUE ESTA GARANTÍA NO CUBRE DEFECTOS O DAÑOS A SU RELOJ: xyxy=(642,944,940,964)
water-resistance-table xyxy=(664,491,864,534)
column-spanish xyxy=(642,10,940,1262)
